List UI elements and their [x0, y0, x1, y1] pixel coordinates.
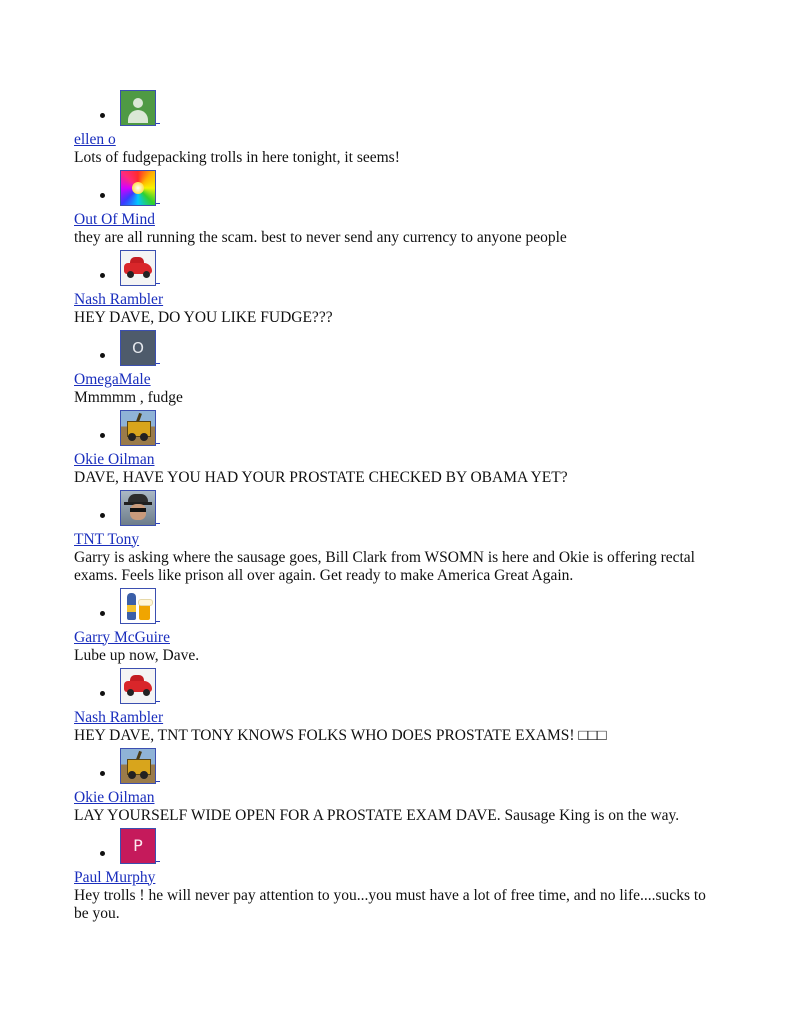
bullet — [100, 771, 105, 776]
man-with-hat-icon — [120, 490, 156, 526]
comment-text: Lube up now, Dave. — [74, 646, 200, 664]
comment-item — [74, 490, 724, 585]
bullet — [100, 433, 105, 438]
bullet — [100, 611, 105, 616]
bullet — [100, 513, 105, 518]
avatar-link[interactable] — [120, 748, 156, 784]
avatar-link[interactable] — [120, 250, 156, 286]
avatar-link[interactable] — [120, 90, 156, 126]
author-link[interactable]: Okie Oilman — [74, 450, 155, 468]
avatar-link[interactable] — [120, 410, 156, 446]
bullet — [100, 273, 105, 278]
author-link[interactable]: Nash Rambler — [74, 290, 164, 308]
comment-text: they are all running the scam. best to never send any currency to anyone people — [74, 228, 567, 246]
comment-text: Hey trolls ! he will never pay attention to you...you must have a lot of free time, and no life....sucks to be you. — [74, 886, 706, 922]
author-link[interactable]: ellen o — [74, 130, 116, 148]
avatar-link[interactable] — [120, 668, 156, 704]
red-car-icon — [120, 250, 156, 286]
comment-text: HEY DAVE, DO YOU LIKE FUDGE??? — [74, 308, 333, 326]
comment-text: DAVE, HAVE YOU HAD YOUR PROSTATE CHECKED BY OBAMA YET? — [74, 468, 568, 486]
comment-item — [74, 330, 724, 407]
comment-text: Garry is asking where the sausage goes, Bill Clark from WSOMN is here and Okie is offering rectal exams. Feels like prison all over again. Get ready to make America Great Again. — [74, 548, 695, 584]
comment-item — [74, 828, 724, 923]
bullet — [100, 193, 105, 198]
avatar-link[interactable] — [120, 330, 156, 366]
avatar-link[interactable] — [120, 828, 156, 864]
author-link[interactable]: Paul Murphy — [74, 868, 156, 886]
comment-item — [74, 90, 724, 167]
letter-avatar-icon: O — [120, 330, 156, 366]
oil-rig-icon — [120, 410, 156, 446]
avatar-link[interactable] — [120, 588, 156, 624]
author-link[interactable]: Okie Oilman — [74, 788, 155, 806]
comment-item — [74, 410, 724, 487]
comment-item — [74, 588, 724, 665]
rainbow-swirl-icon — [120, 170, 156, 206]
bullet — [100, 113, 105, 118]
comment-text: LAY YOURSELF WIDE OPEN FOR A PROSTATE EXAM DAVE. Sausage King is on the way. — [74, 806, 680, 824]
person-silhouette-icon — [120, 90, 156, 126]
oil-rig-icon — [120, 748, 156, 784]
letter-avatar-icon: P — [120, 828, 156, 864]
bullet — [100, 353, 105, 358]
bullet — [100, 691, 105, 696]
author-link[interactable]: Garry McGuire — [74, 628, 170, 646]
avatar-link[interactable] — [120, 170, 156, 206]
comment-list — [74, 90, 724, 926]
comment-item — [74, 250, 724, 327]
beer-bottle-icon — [120, 588, 156, 624]
comment-text: HEY DAVE, TNT TONY KNOWS FOLKS WHO DOES PROSTATE EXAMS! □□□ — [74, 726, 607, 744]
author-link[interactable]: TNT Tony — [74, 530, 140, 548]
comment-text: Mmmmm , fudge — [74, 388, 183, 406]
avatar-link[interactable] — [120, 490, 156, 526]
comment-text: Lots of fudgepacking trolls in here tonight, it seems! — [74, 148, 400, 166]
author-link[interactable]: Out Of Mind — [74, 210, 155, 228]
comment-item — [74, 748, 724, 825]
red-car-icon — [120, 668, 156, 704]
author-link[interactable]: OmegaMale — [74, 370, 151, 388]
comment-item — [74, 170, 724, 247]
comment-item — [74, 668, 724, 745]
author-link[interactable]: Nash Rambler — [74, 708, 164, 726]
bullet — [100, 851, 105, 856]
